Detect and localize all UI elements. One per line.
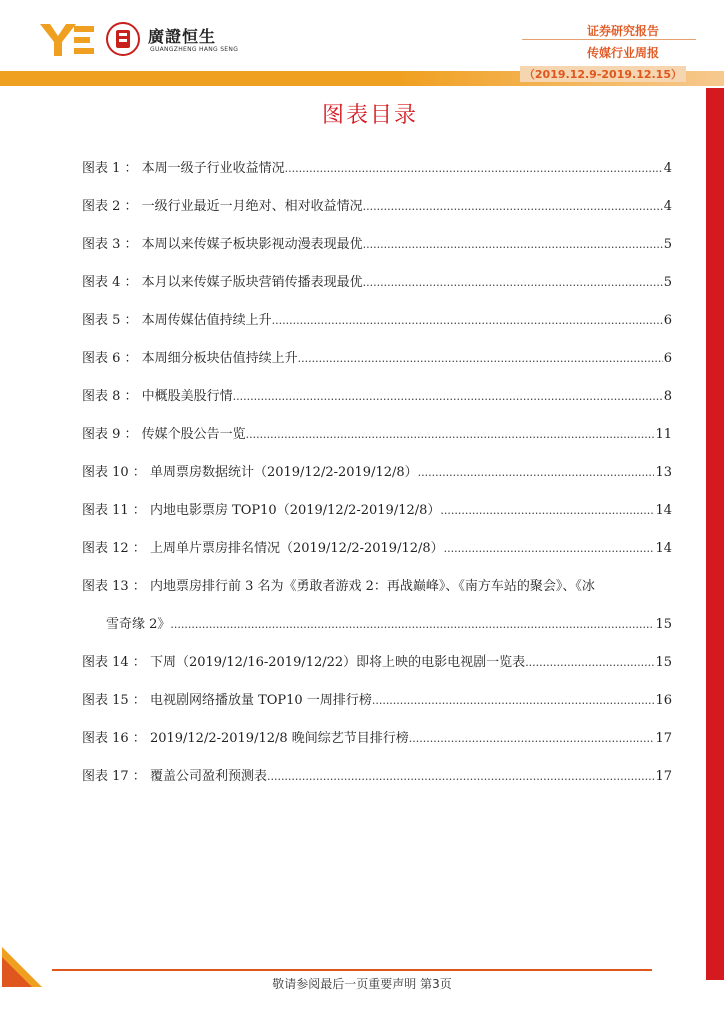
- toc-item-label: 图表 6 ： 本周细分板块估值持续上升: [82, 351, 298, 366]
- toc-leader: [444, 530, 655, 568]
- toc-item-page: 6: [663, 351, 672, 366]
- toc-item-label: 图表 11 ： 内地电影票房 TOP10（2019/12/2-2019/12/8）: [82, 503, 441, 518]
- toc-item-label: 图表 8 ： 中概股美股行情: [82, 389, 233, 404]
- toc-leader: [298, 340, 663, 378]
- guangzheng-seal-icon: [106, 22, 140, 56]
- toc-item-page: 5: [663, 275, 672, 290]
- toc-item-page: 14: [655, 541, 672, 556]
- toc-item-page: 5: [663, 237, 672, 252]
- toc-leader: [267, 758, 655, 796]
- toc-leader: [372, 682, 655, 720]
- toc-leader: [246, 416, 655, 454]
- header-divider: [522, 39, 696, 40]
- toc-leader: [233, 378, 663, 416]
- toc-item-label: 图表 10 ： 单周票房数据统计（2019/12/2-2019/12/8）: [82, 465, 418, 480]
- toc-item[interactable]: [82, 416, 672, 454]
- toc-item[interactable]: [82, 682, 672, 720]
- report-date-range: （2019.12.9-2019.12.15）: [520, 66, 686, 82]
- toc-item[interactable]: [82, 226, 672, 264]
- footer-disclaimer: 敬请参阅最后一页重要声明 第3页: [272, 977, 452, 991]
- report-type: 证券研究报告: [586, 24, 659, 38]
- toc-item-page: 8: [663, 389, 672, 404]
- toc-item-label: 图表 12 ： 上周单片票房排名情况（2019/12/2-2019/12/8）: [82, 541, 444, 556]
- brand-name-en: GUANGZHENG HANG SENG: [150, 46, 239, 53]
- toc-leader: [525, 644, 654, 682]
- toc-item-label: 图表 9 ： 传媒个股公告一览: [82, 427, 246, 442]
- yuexiu-logo-icon: [40, 22, 96, 58]
- toc-item-label: 图表 15 ： 电视剧网络播放量 TOP10 一周排行榜: [82, 693, 372, 708]
- toc-item-page: 13: [655, 465, 672, 480]
- toc-item-label: 图表 3 ： 本周以来传媒子板块影视动漫表现最优: [82, 237, 363, 252]
- toc-item-label: 雪奇缘 2》: [106, 617, 171, 632]
- toc-item[interactable]: [82, 492, 672, 530]
- toc-leader: [440, 492, 654, 530]
- toc-item[interactable]: [82, 644, 672, 682]
- toc-item[interactable]: [82, 264, 672, 302]
- toc-item[interactable]: [82, 302, 672, 340]
- toc-leader: [363, 264, 663, 302]
- toc-item-page: 4: [663, 161, 672, 176]
- toc-leader: [363, 188, 663, 226]
- toc-item-page: 14: [655, 503, 672, 518]
- toc-item[interactable]: [82, 150, 672, 188]
- report-name: 传媒行业周报: [586, 46, 659, 60]
- toc-item-continued[interactable]: [82, 606, 672, 644]
- toc-item[interactable]: [82, 758, 672, 796]
- toc-item-page: 11: [655, 427, 672, 442]
- toc-item-page: 17: [655, 769, 672, 784]
- toc-item-label: 图表 1 ： 本周一级子行业收益情况: [82, 161, 285, 176]
- toc-leader: [285, 150, 663, 188]
- toc-item-page: 17: [655, 731, 672, 746]
- toc-item[interactable]: [82, 720, 672, 758]
- toc-item-label: 图表 17 ： 覆盖公司盈利预测表: [82, 769, 267, 784]
- footer-divider: [52, 969, 652, 971]
- toc-item[interactable]: [82, 530, 672, 568]
- toc-leader: [272, 302, 663, 340]
- toc-leader: [409, 720, 655, 758]
- toc-item[interactable]: [82, 340, 672, 378]
- table-of-figures: [82, 150, 672, 796]
- toc-leader: [170, 606, 654, 644]
- page-title: 图表目录: [321, 103, 418, 128]
- toc-item[interactable]: [82, 454, 672, 492]
- toc-item-page: 16: [655, 693, 672, 708]
- toc-item-multiline[interactable]: 图表 13 ： 内地票房排行前 3 名为《勇敢者游戏 2：再战巅峰》、《南方车站的聚会》、《冰: [82, 579, 595, 594]
- toc-item-label: 图表 16 ： 2019/12/2-2019/12/8 晚间综艺节目排行榜: [82, 731, 409, 746]
- toc-item-page: 6: [663, 313, 672, 328]
- toc-item-page: 15: [655, 617, 672, 632]
- toc-item[interactable]: [82, 378, 672, 416]
- brand-name-cn: 廣證恒生: [148, 27, 217, 46]
- toc-leader: [363, 226, 663, 264]
- toc-item-label: 图表 2 ： 一级行业最近一月绝对、相对收益情况: [82, 199, 363, 214]
- side-red-bar: [706, 88, 724, 980]
- toc-item-label: 图表 4 ： 本月以来传媒子版块营销传播表现最优: [82, 275, 363, 290]
- toc-item-page: 15: [655, 655, 672, 670]
- toc-item-label: 图表 5 ： 本周传媒估值持续上升: [82, 313, 272, 328]
- toc-item-label: 图表 14 ： 下周（2019/12/16-2019/12/22）即将上映的电影电视剧一览表: [82, 655, 526, 670]
- toc-item[interactable]: [82, 188, 672, 226]
- toc-item-page: 4: [663, 199, 672, 214]
- toc-leader: [418, 454, 655, 492]
